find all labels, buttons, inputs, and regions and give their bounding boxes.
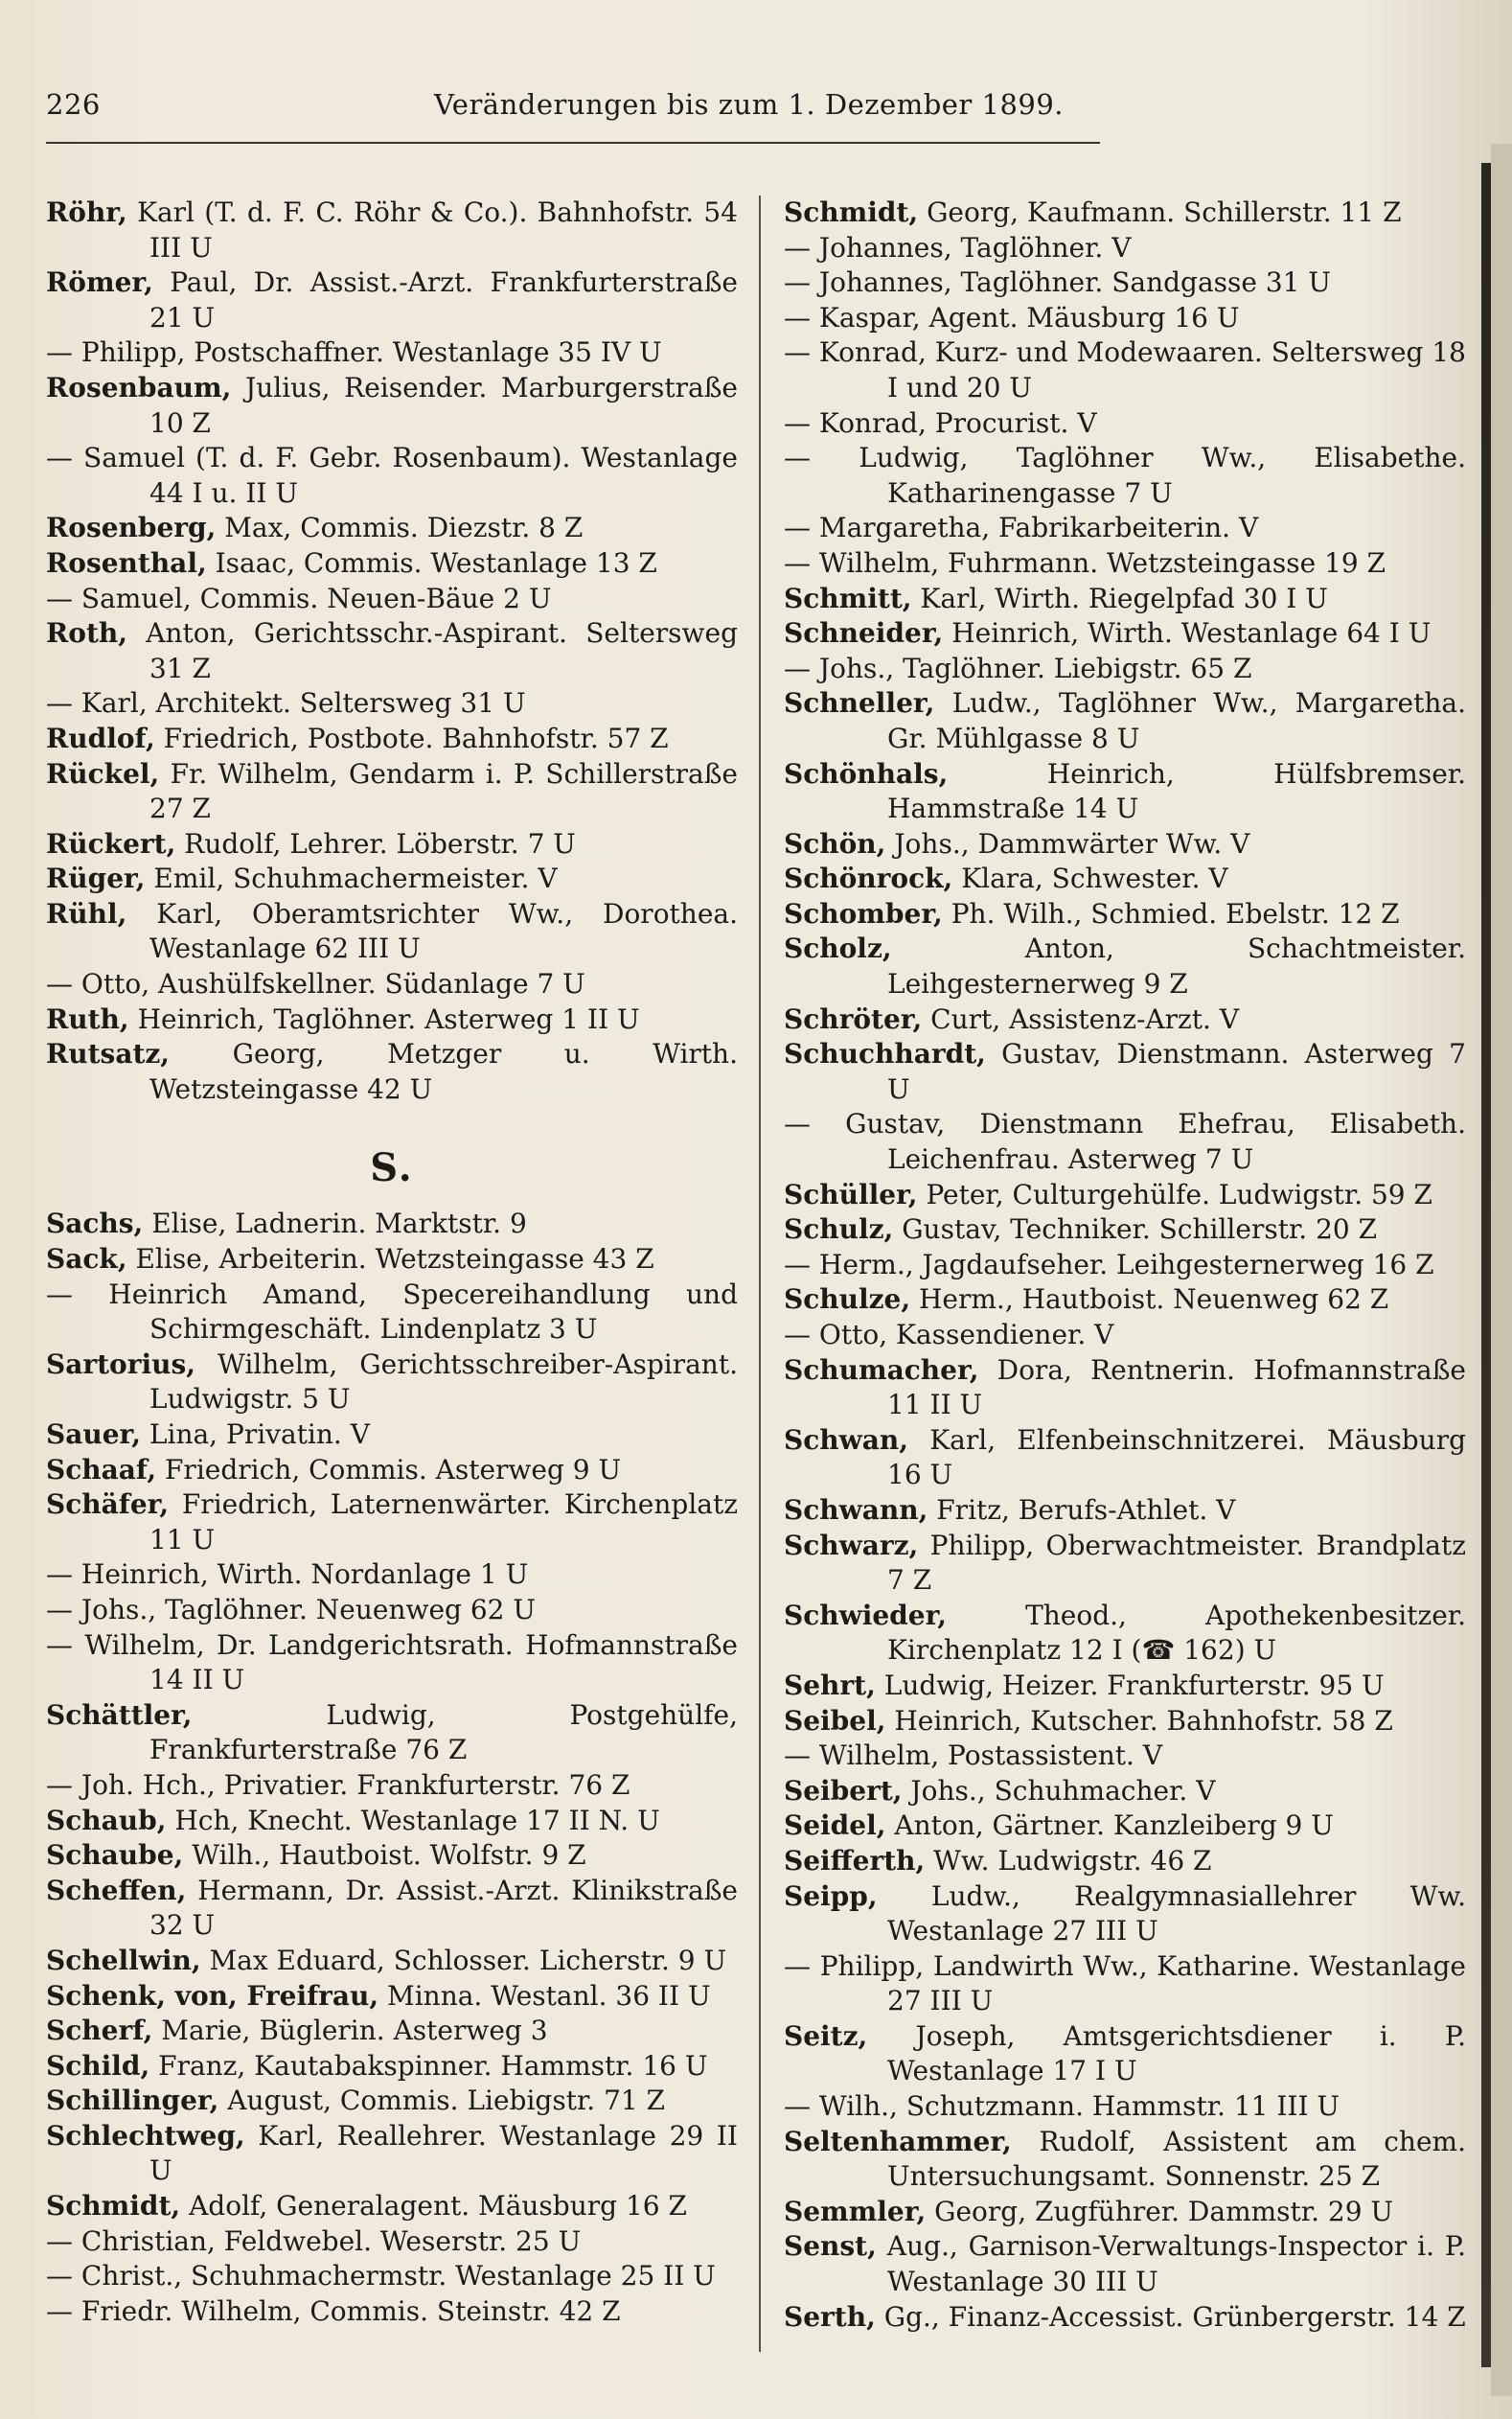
directory-entry (784, 1423, 1466, 1493)
entry-details: Fritz, Berufs-Athlet. V (936, 1493, 1236, 1526)
surname: Schaaf, (46, 1453, 157, 1486)
entry-details: Max, Commis. Diezstr. 8 Z (224, 512, 584, 544)
surname: Ruth, (46, 1002, 129, 1035)
entry-details: — Konrad, Kurz- und Modewaaren. Seltersweg 18 I und 20 U (784, 336, 1466, 403)
entry-details: Isaac, Commis. Westanlage 13 Z (215, 546, 657, 579)
entry-details: Philipp, Oberwachtmeister. Brandplatz 7 Z (887, 1529, 1466, 1597)
entry-details: Fr. Wilhelm, Gendarm i. P. Schillerstraße 27 Z (149, 757, 738, 825)
directory-entry (784, 1353, 1466, 1423)
directory-entry (46, 196, 738, 265)
directory-entry (784, 1037, 1466, 1107)
entry-details: Franz, Kautabakspinner. Hammstr. 16 U (158, 2049, 708, 2082)
directory-entry (784, 546, 1466, 582)
entry-details: — Joh. Hch., Privatier. Frankfurterstr. 76 Z (46, 1768, 630, 1801)
entry-details: Georg, Metzger u. Wirth. Wetzsteingasse 42 U (149, 1038, 738, 1105)
entry-details: Wilh., Hautboist. Wolfstr. 9 Z (192, 1839, 586, 1872)
directory-entry (784, 231, 1466, 266)
surname: Schüller, (784, 1178, 918, 1210)
directory-entry (46, 757, 738, 827)
directory-entry (46, 1979, 738, 2015)
surname: Rosenbaum, (46, 371, 232, 403)
surname: Schwarz, (784, 1529, 919, 1561)
directory-entry (784, 2019, 1466, 2089)
page-number: 226 (46, 88, 101, 121)
directory-entry (46, 2084, 738, 2119)
directory-entry (46, 1874, 738, 1944)
entry-details: Theod., Apothekenbesitzer. Kirchenplatz 12 I (☎ 162) U (887, 1599, 1466, 1667)
directory-entry (46, 1278, 738, 1348)
surname: Schmidt, (784, 196, 919, 228)
entry-details: Heinrich, Kutscher. Bahnhofstr. 58 Z (894, 1704, 1393, 1737)
surname: Seitz, (784, 2019, 868, 2052)
surname: Scholz, (784, 933, 892, 965)
surname: Rutsatz, (46, 1038, 171, 1071)
surname: Schenk, von, Freifrau, (46, 1979, 379, 2012)
directory-entry (46, 1804, 738, 1839)
entry-details: Paul, Dr. Assist.-Arzt. Frankfurterstraße 21 U (149, 266, 738, 334)
surname: Sack, (46, 1243, 127, 1276)
entry-details: Karl (T. d. F. C. Röhr & Co.). Bahnhofstr. 54 III U (137, 196, 738, 264)
directory-entry (46, 2259, 738, 2294)
directory-entry (784, 1529, 1466, 1599)
directory-entry (784, 827, 1466, 863)
directory-entry (784, 1178, 1466, 1213)
entry-details: Adolf, Generalagent. Mäusburg 16 Z (189, 2190, 687, 2223)
directory-entry (46, 1698, 738, 1768)
entry-details: Ludw., Realgymnasiallehrer Ww. Westanlage 27 III U (887, 1879, 1467, 1947)
directory-entry (46, 335, 738, 371)
entry-details: Karl, Elfenbeinschnitzerei. Mäusburg 16 U (887, 1423, 1466, 1491)
directory-entry (784, 441, 1466, 511)
surname: Schillinger, (46, 2085, 219, 2117)
directory-entry (784, 1879, 1466, 1949)
entry-details: Julius, Reisender. Marburgerstraße 10 Z (149, 371, 738, 439)
directory-entry (784, 1248, 1466, 1283)
surname: Schön, (784, 827, 886, 860)
entry-details: — Heinrich Amand, Specereihandlung und Schirmgeschäft. Lindenplatz 3 U (46, 1278, 738, 1346)
surname: Semmler, (784, 2195, 927, 2227)
surname: Schaube, (46, 1839, 184, 1872)
entry-details: — Friedr. Wilhelm, Commis. Steinstr. 42 Z (46, 2294, 621, 2327)
entry-details: — Otto, Aushülfskellner. Südanlage 7 U (46, 968, 585, 1001)
surname: Rudlof, (46, 722, 155, 754)
surname: Serth, (784, 2300, 876, 2333)
directory-entry (784, 335, 1466, 405)
entry-details: — Johs., Taglöhner. Neuenweg 62 U (46, 1593, 536, 1625)
entry-details: Friedrich, Laternenwärter. Kirchenplatz 11 U (149, 1488, 738, 1555)
entry-details: Friedrich, Postbote. Bahnhofstr. 57 Z (163, 722, 669, 754)
surname: Schättler, (46, 1698, 193, 1731)
directory-entry (784, 1493, 1466, 1529)
entry-details: Friedrich, Commis. Asterweg 9 U (165, 1453, 622, 1486)
entry-details: Elise, Arbeiterin. Wetzsteingasse 43 Z (135, 1243, 654, 1276)
directory-entry (784, 862, 1466, 897)
entry-details: — Karl, Architekt. Seltersweg 31 U (46, 687, 526, 720)
entry-details: — Wilhelm, Postassistent. V (784, 1739, 1163, 1772)
header-rule (46, 142, 1100, 144)
directory-entry (784, 1318, 1466, 1353)
directory-entry (46, 897, 738, 967)
directory-entry (784, 265, 1466, 301)
surname: Schlechtweg, (46, 2119, 245, 2152)
directory-entry (784, 1949, 1466, 2019)
directory-entry (46, 1453, 738, 1488)
entry-details: Heinrich, Hülfsbremser. Hammstraße 14 U (887, 757, 1466, 825)
surname: Sartorius, (46, 1348, 195, 1380)
entry-details: Gustav, Techniker. Schillerstr. 20 Z (902, 1213, 1378, 1246)
right-column (784, 196, 1466, 2335)
directory-entry (46, 862, 738, 897)
surname: Schönhals, (784, 757, 949, 790)
directory-entry (46, 616, 738, 686)
directory-entry (784, 1599, 1466, 1669)
directory-entry (46, 2049, 738, 2085)
directory-entry (46, 2189, 738, 2224)
entry-details: — Gustav, Dienstmann Ehefrau, Elisabeth. Leichenfrau. Asterweg 7 U (784, 1108, 1466, 1176)
surname: Schomber, (784, 897, 943, 930)
surname: Seifferth, (784, 1844, 926, 1877)
entry-details: — Kaspar, Agent. Mäusburg 16 U (784, 301, 1240, 334)
directory-entry (784, 1704, 1466, 1739)
directory-entry (784, 1669, 1466, 1704)
directory-entry (784, 301, 1466, 336)
entry-details: Gg., Finanz-Accessist. Grünbergerstr. 14 Z (883, 2300, 1466, 2333)
entry-details: Heinrich, Taglöhner. Asterweg 1 II U (137, 1002, 640, 1035)
directory-entry (784, 406, 1466, 442)
entry-details: Hermann, Dr. Assist.-Arzt. Klinikstraße 32 U (149, 1874, 738, 1942)
entry-details: — Heinrich, Wirth. Nordanlage 1 U (46, 1558, 529, 1591)
directory-entry (46, 827, 738, 863)
directory-entry (46, 546, 738, 582)
entry-details: Herm., Hautboist. Neuenweg 62 Z (919, 1283, 1389, 1316)
surname: Schwieder, (784, 1599, 948, 1631)
entry-details: Rudolf, Lehrer. Löberstr. 7 U (184, 827, 576, 860)
surname: Schulze, (784, 1283, 911, 1316)
entry-details: — Christian, Feldwebel. Weserstr. 25 U (46, 2224, 582, 2257)
surname: Schaub, (46, 1804, 167, 1836)
surname: Sehrt, (784, 1669, 876, 1701)
entry-details: — Johannes, Taglöhner. V (784, 231, 1132, 264)
directory-entry (46, 1207, 738, 1242)
entry-details: — Christ., Schuhmachermstr. Westanlage 25 II U (46, 2260, 716, 2292)
surname: Schneider, (784, 617, 944, 650)
section-heading: S. (370, 1145, 414, 1191)
entry-details: — Philipp, Landwirth Ww., Katharine. Westanlage 27 III U (784, 1949, 1466, 2017)
entry-details: Klara, Schwester. V (961, 863, 1228, 895)
left-column (46, 196, 738, 2329)
directory-entry (46, 1037, 738, 1107)
surname: Seltenhammer, (784, 2125, 1012, 2157)
entry-details: — Wilh., Schutzmann. Hammstr. 11 III U (784, 2090, 1340, 2123)
directory-entry (784, 1107, 1466, 1177)
directory-entry (784, 1739, 1466, 1774)
surname: Schuchhardt, (784, 1038, 986, 1071)
entry-details: — Ludwig, Taglöhner Ww., Elisabethe. Katharinengasse 7 U (784, 442, 1466, 509)
directory-entry (46, 2224, 738, 2260)
entry-details: Wilhelm, Gerichtsschreiber-Aspirant. Ludwigstr. 5 U (149, 1348, 738, 1416)
directory-entry (784, 1002, 1466, 1038)
directory-entry (46, 722, 738, 757)
surname: Schumacher, (784, 1353, 979, 1386)
entry-details: Georg, Kaufmann. Schillerstr. 11 Z (927, 196, 1402, 228)
surname: Seibert, (784, 1774, 903, 1807)
column-divider (759, 196, 761, 2352)
entry-details: Marie, Büglerin. Asterweg 3 (161, 2015, 548, 2047)
surname: Schmitt, (784, 582, 912, 614)
entry-details: Curt, Assistenz-Arzt. V (930, 1002, 1240, 1035)
entry-details: Karl, Oberamtsrichter Ww., Dorothea. Westanlage 62 III U (149, 897, 738, 965)
entry-details: — Konrad, Procurist. V (784, 406, 1097, 439)
running-title: Veränderungen bis zum 1. Dezember 1899. (434, 88, 1065, 121)
entry-details: — Wilhelm, Fuhrmann. Wetzsteingasse 19 Z (784, 546, 1386, 579)
entry-details: Hch, Knecht. Westanlage 17 II N. U (174, 1804, 660, 1836)
entry-details: Ludwig, Heizer. Frankfurterstr. 95 U (883, 1669, 1385, 1701)
directory-entry (46, 1593, 738, 1628)
entry-details: Johs., Schuhmacher. V (910, 1774, 1216, 1807)
directory-entry (784, 1212, 1466, 1248)
surname: Rüger, (46, 863, 146, 895)
directory-entry (46, 2014, 738, 2049)
directory-entry (784, 897, 1466, 933)
surname: Römer, (46, 266, 153, 299)
book-gutter-shadow (1481, 163, 1491, 2367)
entry-details: Karl, Reallehrer. Westanlage 29 II U (149, 2119, 738, 2187)
entry-details: Minna. Westanl. 36 II U (387, 1979, 711, 2012)
entry-details: Dora, Rentnerin. Hofmannstraße 11 II U (887, 1353, 1466, 1421)
directory-entry (46, 582, 738, 617)
next-page-edge (1491, 144, 1512, 2396)
surname: Schäfer, (46, 1488, 170, 1521)
surname: Seipp, (784, 1879, 878, 1912)
directory-entry (46, 2294, 738, 2330)
entry-details: Anton, Schachtmeister. Leihgesternerweg 9 Z (887, 933, 1467, 1001)
directory-entry (784, 2229, 1466, 2299)
surname: Röhr, (46, 196, 127, 228)
directory-entry (784, 616, 1466, 652)
entry-details: Johs., Dammwärter Ww. V (894, 827, 1250, 860)
entry-details: Karl, Wirth. Riegelpfad 30 I U (920, 582, 1328, 614)
directory-entry (784, 2300, 1466, 2336)
entry-details: Anton, Gärtner. Kanzleiberg 9 U (894, 1809, 1334, 1842)
surname: Rosenthal, (46, 546, 207, 579)
directory-entry (784, 2125, 1466, 2195)
directory-entry (784, 2089, 1466, 2125)
entry-details: Anton, Gerichtsschr.-Aspirant. Seltersweg 31 Z (146, 617, 738, 684)
surname: Roth, (46, 617, 127, 650)
entry-details: — Samuel, Commis. Neuen-Bäue 2 U (46, 582, 552, 614)
entry-details: Emil, Schuhmachermeister. V (153, 863, 558, 895)
entry-details: — Johs., Taglöhner. Liebigstr. 65 Z (784, 652, 1252, 684)
directory-entry (46, 1557, 738, 1593)
surname: Sauer, (46, 1418, 141, 1450)
surname: Sachs, (46, 1208, 144, 1240)
directory-entry (46, 441, 738, 511)
entry-details: Ph. Wilh., Schmied. Ebelstr. 12 Z (951, 897, 1400, 930)
surname: Rosenberg, (46, 512, 217, 544)
directory-entry (784, 1774, 1466, 1809)
directory-entry (784, 652, 1466, 687)
surname: Schneller, (784, 687, 935, 720)
surname: Rückel, (46, 757, 160, 790)
entry-details: Ludwig, Postgehülfe, Frankfurterstraße 76 Z (149, 1698, 739, 1766)
entry-details: — Otto, Kassendiener. V (784, 1319, 1114, 1350)
directory-entry (46, 1768, 738, 1804)
directory-entry (46, 2119, 738, 2189)
directory-entry (784, 932, 1466, 1002)
surname: Seidel, (784, 1809, 886, 1842)
surname: Schmidt, (46, 2190, 181, 2223)
directory-entry (46, 1838, 738, 1874)
surname: Schellwin, (46, 1944, 201, 1976)
directory-entry (784, 1808, 1466, 1844)
entry-details: Ww. Ludwigstr. 46 Z (933, 1844, 1212, 1877)
directory-entry (46, 1002, 738, 1038)
entry-details: — Margaretha, Fabrikarbeiterin. V (784, 512, 1259, 544)
entry-details: — Wilhelm, Dr. Landgerichtsrath. Hofmannstraße 14 II U (46, 1628, 738, 1696)
entry-details: — Philipp, Postschaffner. Westanlage 35 IV U (46, 336, 662, 369)
directory-entry (46, 686, 738, 722)
directory-entry (46, 371, 738, 441)
surname: Schwan, (784, 1423, 908, 1456)
page-header (46, 88, 1096, 130)
surname: Scherf, (46, 2015, 153, 2047)
entry-details: — Herm., Jagdaufseher. Leihgesternerweg 16 Z (784, 1248, 1434, 1280)
surname: Scheffen, (46, 1874, 187, 1906)
directory-entry (46, 511, 738, 546)
surname: Rühl, (46, 897, 127, 930)
directory-entry (46, 1242, 738, 1278)
directory-entry (784, 196, 1466, 231)
directory-entry (46, 967, 738, 1002)
directory-entry (784, 757, 1466, 827)
directory-entry (46, 1944, 738, 1979)
directory-entry (46, 265, 738, 335)
entry-details: Gustav, Dienstmann. Asterweg 7 U (887, 1038, 1466, 1105)
surname: Schild, (46, 2049, 150, 2082)
entry-details: — Samuel (T. d. F. Gebr. Rosenbaum). Westanlage 44 I u. II U (46, 442, 738, 509)
entry-details: Joseph, Amtsgerichtsdiener i. P. Westanlage 17 I U (887, 2019, 1466, 2087)
entry-details: Peter, Culturgehülfe. Ludwigstr. 59 Z (926, 1178, 1432, 1210)
directory-entry (46, 1628, 738, 1698)
directory-entry (784, 1282, 1466, 1318)
directory-entry (784, 686, 1466, 756)
directory-entry (784, 2195, 1466, 2230)
entry-details: Rudolf, Assistent am chem. Untersuchungsamt. Sonnenstr. 25 Z (887, 2125, 1466, 2193)
surname: Schwann, (784, 1493, 928, 1526)
entry-details: Georg, Zugführer. Dammstr. 29 U (934, 2195, 1394, 2227)
directory-entry (784, 582, 1466, 617)
surname: Schulz, (784, 1213, 894, 1246)
entry-details: Elise, Ladnerin. Marktstr. 9 (151, 1208, 527, 1240)
entry-details: Lina, Privatin. V (149, 1418, 370, 1450)
surname: Schröter, (784, 1002, 923, 1035)
entry-details: August, Commis. Liebigstr. 71 Z (227, 2085, 666, 2117)
directory-entry (46, 1348, 738, 1417)
entry-details: Heinrich, Wirth. Westanlage 64 I U (951, 617, 1432, 650)
surname: Seibel, (784, 1704, 886, 1737)
entry-details: Ludw., Taglöhner Ww., Margaretha. Gr. Mühlgasse 8 U (887, 687, 1467, 754)
entry-details: Aug., Garnison-Verwaltungs-Inspector i. P. Westanlage 30 III U (886, 2230, 1466, 2298)
directory-entry (46, 1487, 738, 1557)
surname: Senst, (784, 2230, 877, 2263)
directory-entry (784, 1844, 1466, 1879)
surname: Rückert, (46, 827, 176, 860)
entry-details: Max Eduard, Schlosser. Licherstr. 9 U (209, 1944, 727, 1976)
directory-entry (784, 511, 1466, 546)
entry-details: — Johannes, Taglöhner. Sandgasse 31 U (784, 266, 1331, 299)
surname: Schönrock, (784, 863, 953, 895)
directory-entry (46, 1417, 738, 1453)
